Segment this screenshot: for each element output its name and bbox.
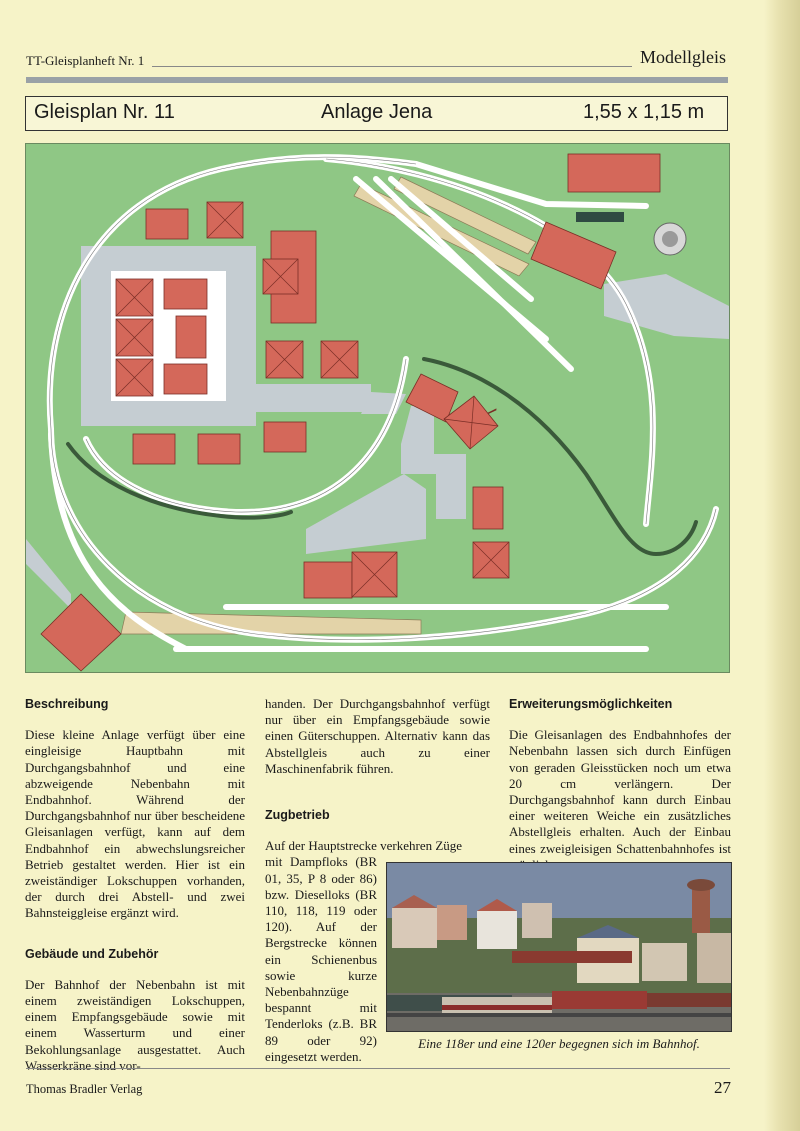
house-7	[264, 422, 306, 452]
plan-title-bar	[25, 96, 728, 131]
market-house-4	[176, 316, 206, 358]
layout-dimensions: 1,55 x 1,15 m	[583, 101, 705, 123]
text-zugbetrieb-intro: Auf der Hauptstrecke verkehren Züge	[265, 838, 463, 854]
footer-publisher: Thomas Bradler Verlag	[26, 1082, 143, 1096]
header-band	[26, 77, 728, 83]
terminus-station	[531, 222, 616, 289]
house-6	[198, 434, 240, 464]
layout-name: Anlage Jena	[321, 101, 433, 123]
water-tower-inner	[662, 231, 678, 247]
road-left	[26, 539, 71, 609]
heading-gebaeude: Gebäude und Zubehör	[25, 946, 159, 961]
running-header-series: TT-Gleisplanheft Nr. 1	[26, 53, 145, 68]
goods-shed	[304, 562, 352, 598]
heading-zugbetrieb: Zugbetrieb	[265, 808, 330, 823]
footer-rule	[26, 1068, 730, 1069]
road-east	[256, 384, 371, 412]
heading-erweiterung: Erweiterungsmöglichkeiten	[509, 697, 673, 711]
platform-lower	[121, 612, 421, 634]
engine-shed	[568, 154, 660, 192]
house-5	[133, 434, 175, 464]
text-erweiterung: Die Gleisanlagen des Endbahnhofes der Nebenbahn lassen sich durch Einfügen von geraden Gleisstücken noch um etwa 20 cm verlängern. Der Durchgangsbahnhof kann durch Einbau einer weiteren Weiche ein zusätzliches Abstellgleis erhalten. Auch der Einbau eines zweigleisigen Schattenbahnhofes ist	[509, 727, 731, 856]
column-1	[25, 696, 245, 1074]
road-right	[604, 274, 729, 339]
house-8	[473, 487, 503, 529]
track-plan-drawing	[26, 144, 729, 672]
page-spine-shadow	[764, 0, 800, 1131]
column-3	[509, 696, 731, 873]
page-number: 27	[714, 1078, 731, 1097]
text-beschreibung: Diese kleine Anlage verfügt über eine eingleisige Hauptbahn mit Durchgangsbahnhof und eine abzweigende Nebenbahn mit Endbahnhof. Während der Durchgangsbahnhof nur über bescheidene Gleisanlagen verfügt, kann auf dem Endbahnhof ein abwechslungsreicher Betrieb gestaltet werden. Hier ist ein zweiständiger Lokschuppen vorhanden, der durch drei Abstell- und zwei Bahnsteiggleise ergänzt wird.	[25, 727, 245, 921]
photo-caption: Eine 118er und eine 120er begegnen sich im Bahnhof.	[418, 1036, 700, 1051]
text-gebaeude: Der Bahnhof der Nebenbahn ist mit einem zweiständigen Lokschuppen, einem Empfangsgebäude sowie mit einem Wasserturm und einer Bekohlungsanlage ausgestattet. Auch Wasserkräne sind vor-	[25, 976, 245, 1073]
station-west	[41, 594, 121, 671]
layout-photo-image	[387, 863, 731, 1031]
header-rule	[152, 66, 632, 67]
coaling-station	[576, 212, 624, 222]
plan-number: Gleisplan Nr. 11	[34, 101, 175, 123]
market-house-2	[164, 279, 207, 309]
heading-beschreibung: Beschreibung	[25, 697, 109, 711]
track-station-2	[376, 179, 571, 369]
layout-photo	[386, 862, 732, 1032]
market-house-6	[164, 364, 207, 394]
running-header-section: Modellgleis	[640, 47, 726, 67]
text-zugbetrieb: mit Dampfloks (BR 01, 35, P 8 oder 86) bzw. Dieselloks (BR 110, 118, 119 oder 120). Auf der Bergstrecke können ein Schienenbus sowie kurze Nebenbahnzüge bespannt mit Tenderloks (z.B. BR 89 oder 92) eingesetzt werden.	[265, 854, 377, 1064]
track-plan	[25, 143, 730, 673]
house-1	[146, 209, 188, 239]
road-lower	[306, 474, 426, 554]
text-gebaeude-continued: handen. Der Durchgangsbahnhof verfügt nur über ein Empfangsgebäude sowie einen Güterschuppen. Alternativ kann das Abstellgleis auch zu einer Maschinenfabrik führen.	[265, 696, 490, 776]
